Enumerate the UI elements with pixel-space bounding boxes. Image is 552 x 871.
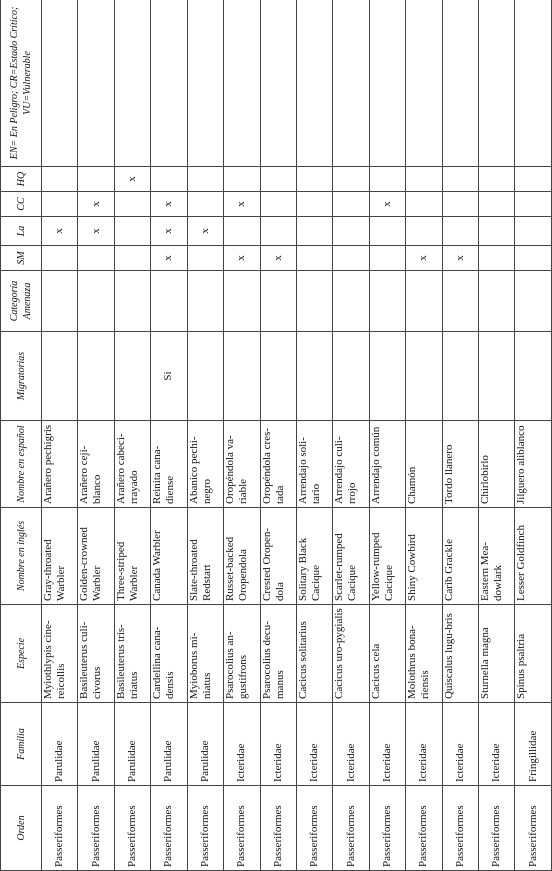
cell-la: x <box>78 217 114 246</box>
cell-orden: Passeriformes <box>442 786 478 871</box>
cell-extra <box>515 0 552 167</box>
cell-extra <box>369 0 405 167</box>
cell-cc: x <box>224 192 260 217</box>
cell-sm: x <box>260 246 296 271</box>
cell-cc <box>442 192 478 217</box>
cell-extra <box>260 0 296 167</box>
cell-la <box>260 217 296 246</box>
cell-la: x <box>151 217 187 246</box>
cell-migratorias <box>224 332 260 421</box>
cell-nombre-espanol: Arrendajo culi-rrojo <box>333 421 369 508</box>
cell-categoria-amenaza <box>260 271 296 332</box>
cell-familia: Icteridae <box>260 703 296 786</box>
cell-familia: Parulidae <box>42 703 78 786</box>
table-row <box>479 0 515 871</box>
cell-nombre-ingles: Shiny Cowbird <box>406 508 442 605</box>
cell-migratorias <box>333 332 369 421</box>
cell-migratorias <box>479 332 515 421</box>
cell-nombre-espanol: Oropéndola cres-tada <box>260 421 296 508</box>
cell-orden: Passeriformes <box>479 786 515 871</box>
cell-la <box>114 217 150 246</box>
header-migratorias: Migratorias <box>1 332 42 421</box>
cell-categoria-amenaza <box>333 271 369 332</box>
cell-migratorias <box>187 332 223 421</box>
cell-cc: x <box>78 192 114 217</box>
cell-sm <box>333 246 369 271</box>
cell-la <box>333 217 369 246</box>
cell-nombre-espanol: Arañero pechigris <box>42 421 78 508</box>
cell-nombre-espanol: Arrendajo soli-tario <box>296 421 332 508</box>
cell-categoria-amenaza <box>369 271 405 332</box>
table-row <box>515 0 552 871</box>
table-row <box>224 0 260 871</box>
cell-migratorias <box>42 332 78 421</box>
cell-la <box>406 217 442 246</box>
cell-nombre-espanol: Reinita cana-diense <box>151 421 187 508</box>
cell-la <box>296 217 332 246</box>
cell-familia: Icteridae <box>479 703 515 786</box>
cell-nombre-ingles: Solitary Black Cacique <box>296 508 332 605</box>
cell-orden: Passeriformes <box>296 786 332 871</box>
cell-categoria-amenaza <box>406 271 442 332</box>
cell-familia: Icteridae <box>224 703 260 786</box>
cell-orden: Passeriformes <box>369 786 405 871</box>
header-categoria-amenaza: Categoría Amenaza <box>1 271 42 332</box>
cell-familia: Icteridae <box>442 703 478 786</box>
cell-hq <box>333 167 369 192</box>
cell-hq <box>260 167 296 192</box>
table-row <box>442 0 478 871</box>
cell-categoria-amenaza <box>187 271 223 332</box>
cell-la <box>515 217 552 246</box>
cell-especie: Myioborus mi-niatus <box>187 605 223 703</box>
cell-orden: Passeriformes <box>224 786 260 871</box>
cell-nombre-ingles: Gray-throated Warbler <box>42 508 78 605</box>
cell-especie: Basileuterus culi-civorus <box>78 605 114 703</box>
cell-cc <box>515 192 552 217</box>
table-row <box>406 0 442 871</box>
cell-extra <box>406 0 442 167</box>
cell-cc <box>114 192 150 217</box>
cell-extra <box>151 0 187 167</box>
cell-sm: x <box>442 246 478 271</box>
cell-orden: Passeriformes <box>406 786 442 871</box>
cell-nombre-ingles: Three-striped Warbler <box>114 508 150 605</box>
cell-hq <box>479 167 515 192</box>
cell-extra <box>187 0 223 167</box>
cell-cc <box>296 192 332 217</box>
cell-hq <box>515 167 552 192</box>
cell-migratorias: Si <box>151 332 187 421</box>
cell-nombre-espanol: Abanico pechi-negro <box>187 421 223 508</box>
cell-familia: Icteridae <box>369 703 405 786</box>
header-cc: CC <box>1 192 42 217</box>
table-row <box>151 0 187 871</box>
cell-familia: Icteridae <box>296 703 332 786</box>
cell-orden: Passeriformes <box>260 786 296 871</box>
cell-la <box>369 217 405 246</box>
cell-hq <box>296 167 332 192</box>
cell-categoria-amenaza <box>114 271 150 332</box>
cell-sm: x <box>224 246 260 271</box>
cell-migratorias <box>114 332 150 421</box>
cell-hq <box>187 167 223 192</box>
header-orden: Orden <box>1 786 42 871</box>
cell-la <box>479 217 515 246</box>
cell-nombre-espanol: Jilguero aliblanco <box>515 421 552 508</box>
cell-categoria-amenaza <box>442 271 478 332</box>
cell-categoria-amenaza <box>42 271 78 332</box>
table-row <box>114 0 150 871</box>
cell-orden: Passeriformes <box>187 786 223 871</box>
cell-nombre-espanol: Chamón <box>406 421 442 508</box>
table-row <box>260 0 296 871</box>
table-row <box>296 0 332 871</box>
cell-hq <box>406 167 442 192</box>
cell-nombre-ingles: Scarlet-rumped Cacique <box>333 508 369 605</box>
cell-nombre-ingles: Carib Grackle <box>442 508 478 605</box>
cell-nombre-espanol: Arañero cabeci-rrayado <box>114 421 150 508</box>
cell-especie: Cacicus cela <box>369 605 405 703</box>
cell-migratorias <box>406 332 442 421</box>
cell-cc <box>479 192 515 217</box>
cell-sm: x <box>406 246 442 271</box>
cell-nombre-ingles: Lesser Goldfinch <box>515 508 552 605</box>
cell-sm <box>42 246 78 271</box>
table-row <box>42 0 78 871</box>
cell-categoria-amenaza <box>78 271 114 332</box>
cell-orden: Passeriformes <box>114 786 150 871</box>
cell-hq <box>442 167 478 192</box>
cell-nombre-espanol: Tordo llanero <box>442 421 478 508</box>
cell-nombre-espanol: Arrendajo común <box>369 421 405 508</box>
cell-especie: Spinus psaltria <box>515 605 552 703</box>
cell-familia: Parulidae <box>187 703 223 786</box>
cell-cc <box>42 192 78 217</box>
cell-categoria-amenaza <box>479 271 515 332</box>
header-hq: HQ <box>1 167 42 192</box>
cell-familia: Icteridae <box>333 703 369 786</box>
cell-sm <box>114 246 150 271</box>
header-sm: SM <box>1 246 42 271</box>
table-row <box>369 0 405 871</box>
cell-especie: Molothrus bona-riensis <box>406 605 442 703</box>
cell-migratorias <box>78 332 114 421</box>
cell-la: x <box>187 217 223 246</box>
header-familia: Familia <box>1 703 42 786</box>
header-nombre-ingles: Nombre en inglés <box>1 508 42 605</box>
cell-migratorias <box>515 332 552 421</box>
cell-cc <box>333 192 369 217</box>
cell-especie: Cardellina cana-densis <box>151 605 187 703</box>
cell-hq: x <box>114 167 150 192</box>
cell-sm <box>78 246 114 271</box>
cell-hq <box>224 167 260 192</box>
cell-la <box>224 217 260 246</box>
cell-familia: Parulidae <box>151 703 187 786</box>
cell-sm <box>479 246 515 271</box>
cell-sm: x <box>151 246 187 271</box>
cell-nombre-espanol: Oropéndola va-riable <box>224 421 260 508</box>
cell-especie: Cacicus uro-pygialis <box>333 605 369 703</box>
cell-nombre-ingles: Russet-backed Oropendola <box>224 508 260 605</box>
table-row <box>333 0 369 871</box>
cell-orden: Passeriformes <box>333 786 369 871</box>
cell-orden: Passeriformes <box>515 786 552 871</box>
cell-especie: Quiscalus lugu-bris <box>442 605 478 703</box>
cell-extra <box>114 0 150 167</box>
cell-nombre-ingles: Eastern Mea-dowlark <box>479 508 515 605</box>
cell-hq <box>78 167 114 192</box>
cell-migratorias <box>442 332 478 421</box>
cell-nombre-espanol: Chirlobirlo <box>479 421 515 508</box>
cell-extra <box>42 0 78 167</box>
cell-familia: Fringillidae <box>515 703 552 786</box>
cell-la <box>442 217 478 246</box>
cell-la: x <box>42 217 78 246</box>
cell-especie: Cacicus solitarius <box>296 605 332 703</box>
cell-migratorias <box>296 332 332 421</box>
cell-extra <box>296 0 332 167</box>
cell-categoria-amenaza <box>515 271 552 332</box>
cell-orden: Passeriformes <box>151 786 187 871</box>
cell-categoria-amenaza <box>224 271 260 332</box>
cell-especie: Myiothlypis cine-reicollis <box>42 605 78 703</box>
cell-familia: Parulidae <box>78 703 114 786</box>
cell-especie: Sturnella magna <box>479 605 515 703</box>
cell-sm <box>369 246 405 271</box>
cell-nombre-ingles: Yellow-rumped Cacique <box>369 508 405 605</box>
cell-extra <box>224 0 260 167</box>
cell-nombre-ingles: Slate-throated Redstart <box>187 508 223 605</box>
cell-sm <box>187 246 223 271</box>
cell-cc <box>187 192 223 217</box>
table-row <box>78 0 114 871</box>
cell-cc: x <box>369 192 405 217</box>
header-la: La <box>1 217 42 246</box>
cell-especie: Psarocolius decu-manus <box>260 605 296 703</box>
cell-categoria-amenaza <box>151 271 187 332</box>
table-row <box>187 0 223 871</box>
cell-nombre-ingles: Canada Warbler <box>151 508 187 605</box>
cell-especie: Basileuterus tris-triatus <box>114 605 150 703</box>
cell-nombre-ingles: Golden-crowned Warbler <box>78 508 114 605</box>
cell-extra <box>78 0 114 167</box>
cell-familia: Icteridae <box>406 703 442 786</box>
cell-cc <box>406 192 442 217</box>
cell-hq <box>151 167 187 192</box>
header-nombre-espanol: Nombre en español <box>1 421 42 508</box>
cell-hq <box>369 167 405 192</box>
cell-especie: Psarocolius an-gustifrons <box>224 605 260 703</box>
cell-orden: Passeriformes <box>78 786 114 871</box>
header-threat-legend: EN= En Peligro; CR=Estado Crítico; VU=Vulnerable <box>1 0 42 167</box>
cell-orden: Passeriformes <box>42 786 78 871</box>
cell-categoria-amenaza <box>296 271 332 332</box>
cell-familia: Parulidae <box>114 703 150 786</box>
cell-migratorias <box>369 332 405 421</box>
cell-cc: x <box>151 192 187 217</box>
cell-extra <box>479 0 515 167</box>
cell-cc <box>260 192 296 217</box>
cell-extra <box>333 0 369 167</box>
cell-extra <box>442 0 478 167</box>
cell-sm <box>515 246 552 271</box>
header-row <box>1 0 42 871</box>
cell-nombre-espanol: Arañero ceji-blanco <box>78 421 114 508</box>
cell-nombre-ingles: Crested Oropen-dola <box>260 508 296 605</box>
header-especie: Especie <box>1 605 42 703</box>
cell-migratorias <box>260 332 296 421</box>
cell-sm <box>296 246 332 271</box>
cell-hq <box>42 167 78 192</box>
